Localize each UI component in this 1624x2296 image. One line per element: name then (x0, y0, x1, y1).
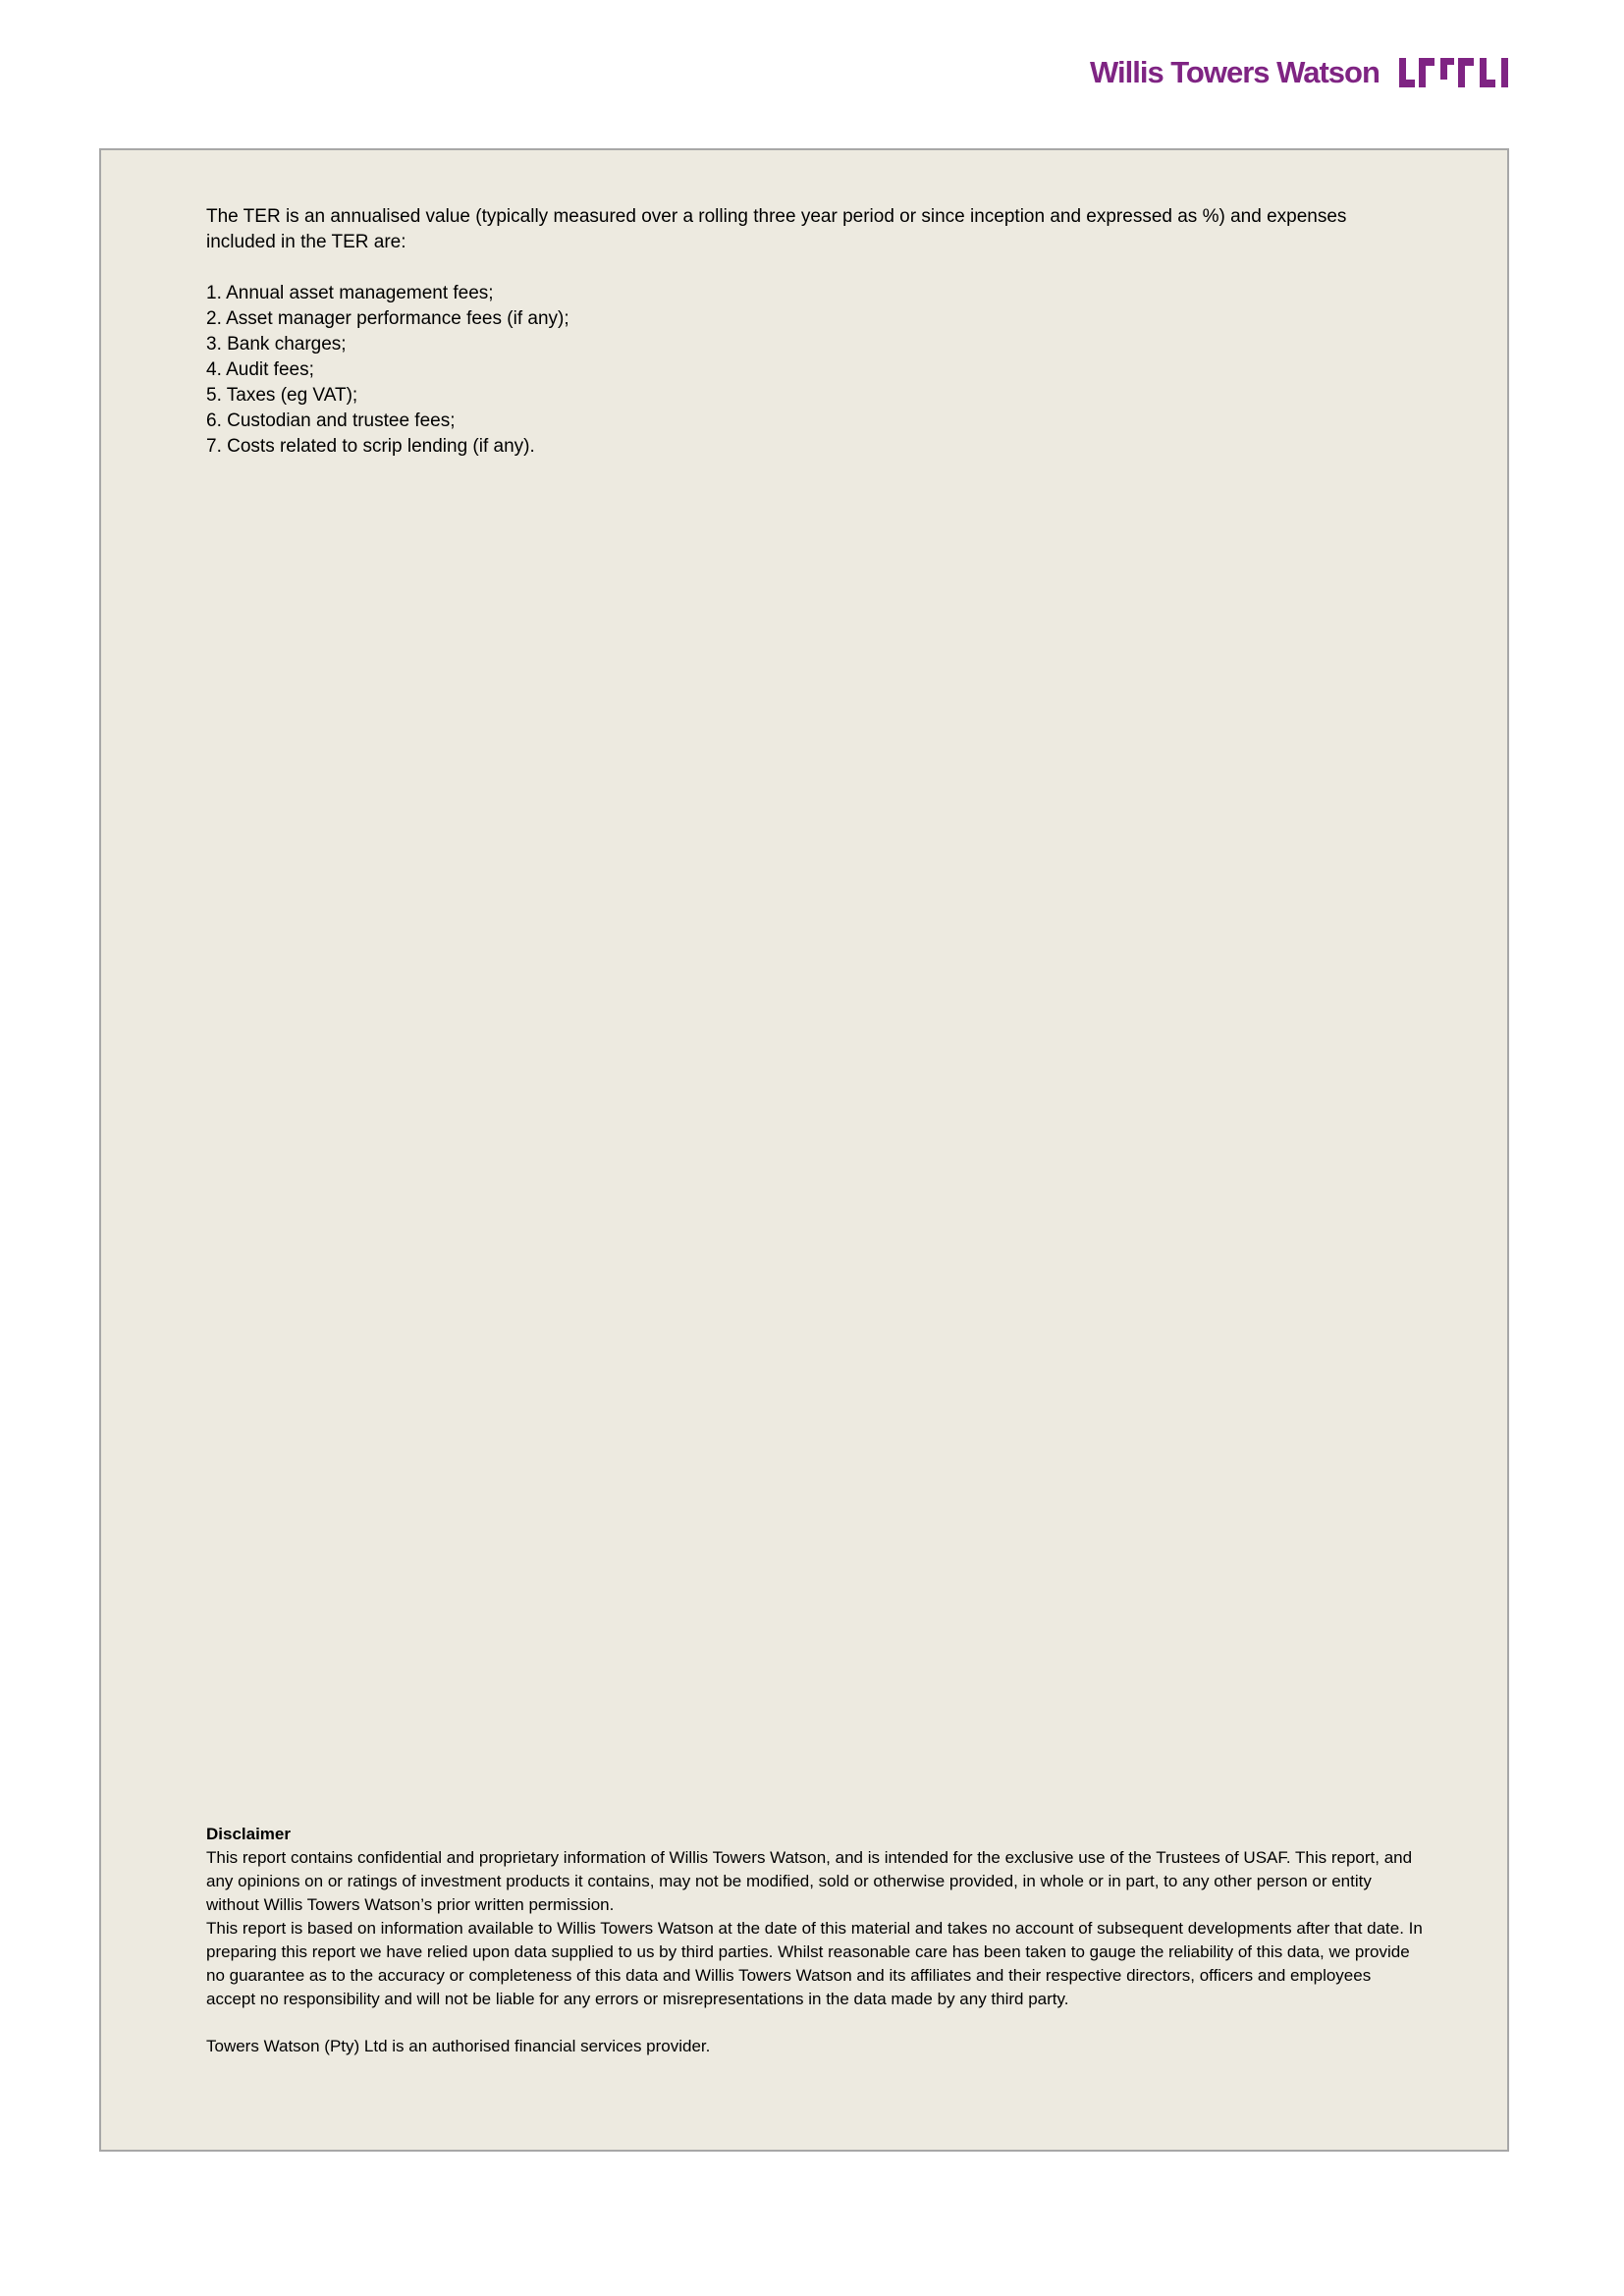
list-item: 7. Costs related to scrip lending (if any). (206, 436, 535, 457)
company-logo (1090, 53, 1511, 92)
list-item: 3. Bank charges; (206, 334, 347, 355)
content-panel (99, 148, 1509, 2152)
ter-expense-list (206, 281, 1414, 460)
list-item: 5. Taxes (eg VAT); (206, 385, 358, 406)
list-item: 4. Audit fees; (206, 359, 314, 380)
disclaimer-paragraph-confidential: This report contains confidential and proprietary information of Willis Towers Watson, and is intended for the exclusive use of the Trustees of USAF. This report, and any opinions on or ratings of investment products it contains, may not be modified, sold or otherwise provided, in whole or in part, to any other person or entity without Willis Towers Watson’s prior written permission. (206, 1848, 1413, 1914)
logo-wordmark: Willis Towers Watson (1090, 55, 1380, 89)
list-item: 1. Annual asset management fees; (206, 283, 494, 303)
disclaimer-heading: Disclaimer (206, 1825, 291, 1843)
ter-section (206, 204, 1414, 460)
disclaimer-paragraph-reliance: This report is based on information available to Willis Towers Watson at the date of this material and takes no account of subsequent developments after that date. In preparing this report we have relied upon data supplied to us by third parties. Whilst reasonable care has been taken to gauge the reliability of this data, we provide no guarantee as to the accuracy or completeness of this data and Willis Towers Watson and its affiliates and their respective directors, officers and employees accept no responsibility and will not be liable for any errors or misrepresentations in the data made by any third party. (206, 1919, 1423, 2008)
disclaimer-section (206, 1823, 1424, 2058)
logo-mark-icon (1399, 58, 1511, 87)
list-item: 6. Custodian and trustee fees; (206, 410, 456, 431)
disclaimer-paragraph-fsp: Towers Watson (Pty) Ltd is an authorised financial services provider. (206, 2037, 711, 2055)
ter-intro: The TER is an annualised value (typically measured over a rolling three year period or since inception and expressed as %) and expenses included in the TER are: (206, 206, 1347, 252)
list-item: 2. Asset manager performance fees (if any); (206, 308, 569, 329)
